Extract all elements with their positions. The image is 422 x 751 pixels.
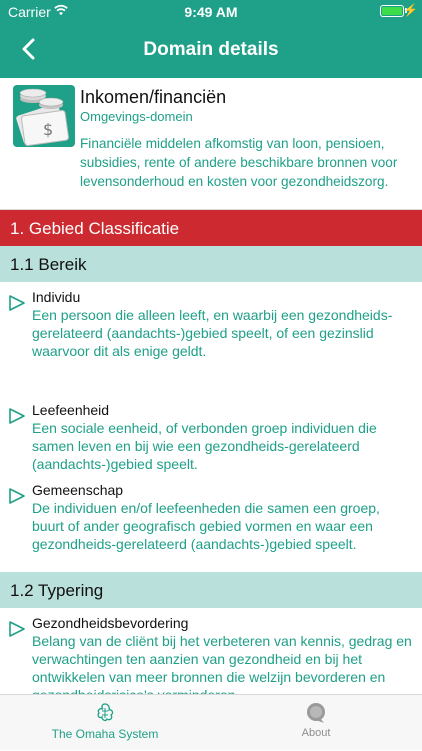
item-name: Gezondheidsbevordering [32, 615, 189, 631]
carrier-label: Carrier [8, 4, 51, 20]
domain-title: Inkomen/financiën [80, 87, 227, 107]
item-description: De individuen en/of leefeenheden die samen een groep, buurt of ander geografisch gebied vormen en waar een gezondheids-gerelateerd (aandachts-)gebied speelt. [32, 500, 380, 552]
item-name: Individu [32, 289, 81, 305]
domain-header [0, 78, 422, 210]
triangle-arrow-icon [8, 620, 26, 638]
item-description: Een sociale eenheid, of verbonden groep individuen die samen leven en bij wie een gezondheids-gerelateerd (aandachts-)gebied speelt. [32, 420, 377, 472]
header [0, 0, 422, 90]
chat-bubble-icon [304, 701, 328, 725]
coins-banknote-icon [13, 85, 75, 147]
domain-subtitle: Omgevings-domein [80, 109, 193, 124]
svg-text:$: $ [43, 120, 54, 139]
clock: 9:49 AM [184, 4, 238, 20]
domain-detail-content[interactable] [0, 78, 422, 694]
tab-omaha-system[interactable] [30, 695, 180, 751]
classification-header: 1. Gebied Classificatie [0, 210, 422, 246]
list-item[interactable] [0, 395, 422, 475]
navigation-bar [0, 24, 422, 74]
tab-label: The Omaha System [51, 727, 159, 741]
triangle-arrow-icon [8, 487, 26, 505]
status-bar [0, 0, 422, 24]
domain-description: Financiële middelen afkomstig van loon, pensioen, subsidies, rente of andere beschikbare bronnen voor levensonderhoud en kosten voor gezondheidszorg. [80, 136, 398, 189]
triangle-arrow-icon [8, 407, 26, 425]
tab-about[interactable] [266, 695, 366, 751]
typing-section-header: 1.2 Typering [0, 572, 422, 608]
item-description: Belang van de cliënt bij het verbeteren van kennis, gedrag en verwachtingen ten aanzien van gezondheid en bij het ontwikkelen van meer bronnen die welzijn bevorderen en [32, 633, 412, 685]
list-item[interactable] [0, 282, 422, 395]
battery-icon [380, 5, 404, 17]
list-item[interactable] [0, 475, 422, 572]
item-name: Gemeenschap [32, 482, 124, 498]
item-description: Een persoon die alleen leeft, en waarbij een gezondheids-gerelateerd (aandachts-)gebied speelt, of een gezinslid waarvoor dit als enige geldt. [32, 307, 393, 359]
tab-label: About [301, 727, 331, 739]
list-item[interactable] [0, 608, 422, 708]
page-title: Domain details [143, 39, 279, 60]
scope-section-header: 1.1 Bereik [0, 246, 422, 282]
omaha-logo-icon [93, 701, 117, 725]
tab-bar [0, 694, 422, 750]
triangle-arrow-icon [8, 294, 26, 312]
charging-icon: ⚡ [403, 3, 418, 17]
item-name: Leefeenheid [32, 402, 110, 418]
